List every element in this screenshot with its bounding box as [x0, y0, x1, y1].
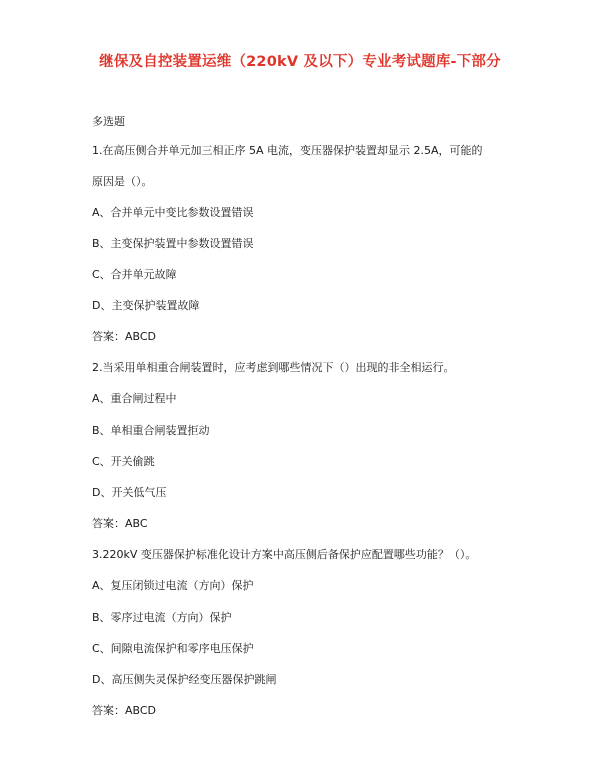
- question-1-answer: 答案：ABCD: [92, 330, 157, 343]
- question-2-option-d: D、开关低气压: [92, 486, 167, 499]
- question-2-stem: 2.当采用单相重合闸装置时，应考虑到哪些情况下（）出现的非全相运行。: [92, 361, 455, 374]
- question-1-stem-line-1: 1.在高压侧合并单元加三相正序 5A 电流，变压器保护装置却显示 2.5A，可能的: [92, 144, 483, 157]
- question-1-option-d: D、主变保护装置故障: [92, 299, 200, 312]
- question-3-option-a: A、复压闭锁过电流（方向）保护: [92, 579, 254, 592]
- question-2-option-b: B、单相重合闸装置拒动: [92, 424, 210, 437]
- question-3-option-b: B、零序过电流（方向）保护: [92, 611, 232, 624]
- question-1-option-c: C、合并单元故障: [92, 268, 177, 281]
- question-2-option-c: C、开关偷跳: [92, 455, 155, 468]
- question-2-option-a: A、重合闸过程中: [92, 392, 177, 405]
- question-1-stem-line-2: 原因是（）。: [92, 175, 153, 188]
- question-3-option-d: D、高压侧失灵保护经变压器保护跳闸: [92, 673, 277, 686]
- question-2-answer: 答案：ABC: [92, 517, 148, 530]
- question-1-option-b: B、主变保护装置中参数设置错误: [92, 237, 254, 250]
- question-3-stem: 3.220kV 变压器保护标准化设计方案中高压侧后备保护应配置哪些功能？（）。: [92, 548, 477, 561]
- question-3-answer: 答案：ABCD: [92, 704, 157, 717]
- section-heading: 多选题: [92, 115, 125, 128]
- question-3-option-c: C、间隙电流保护和零序电压保护: [92, 642, 254, 655]
- document-title: 继保及自控装置运维（220kV 及以下）专业考试题库-下部分: [99, 54, 501, 70]
- question-1-option-a: A、合并单元中变比参数设置错误: [92, 206, 254, 219]
